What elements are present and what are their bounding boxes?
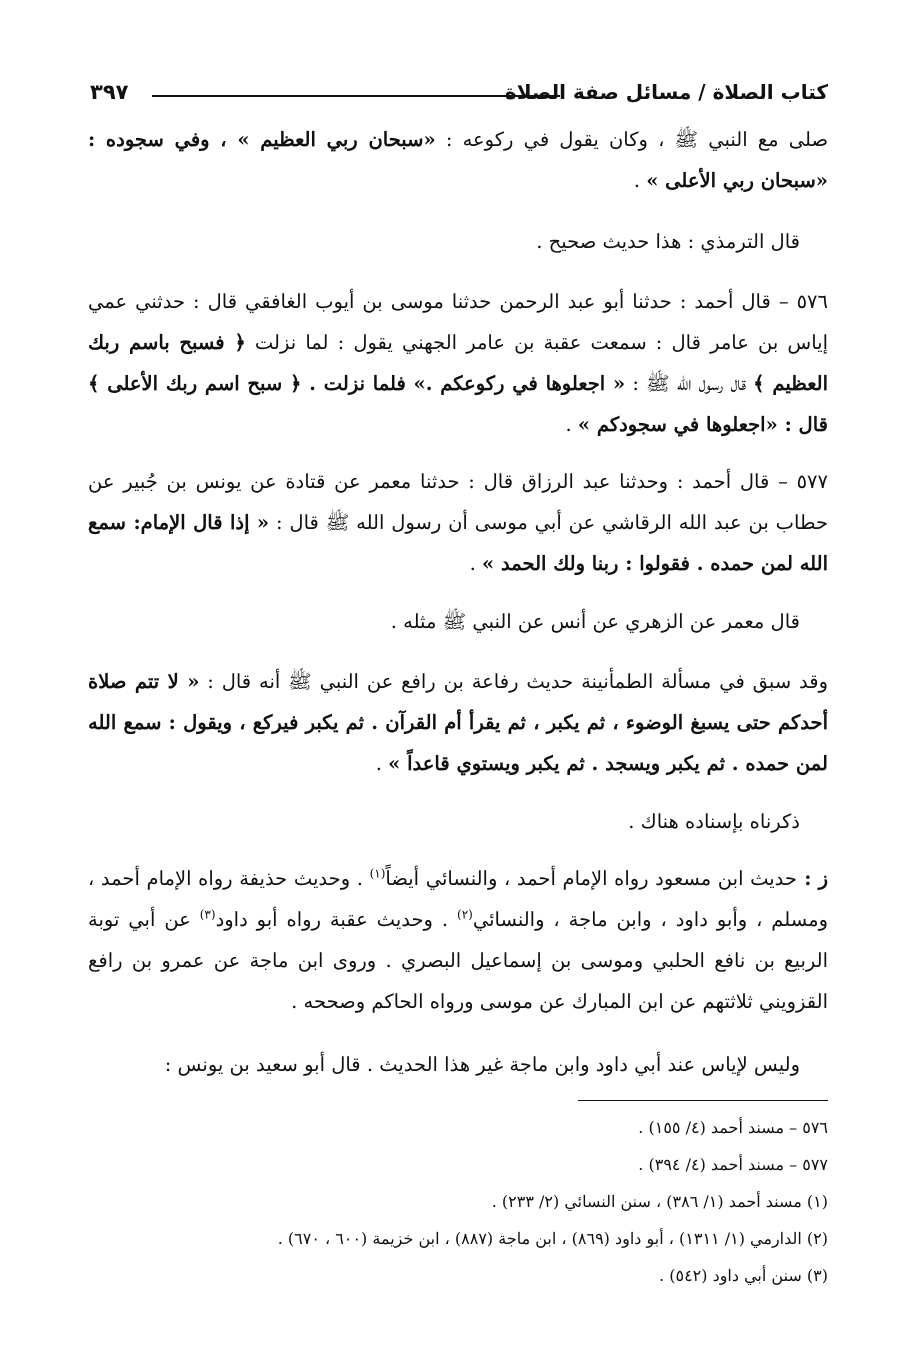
- hadith-quote: «سبحان ربي العظيم » ، وفي سجوده : «سبحان ربي الأعلى »: [88, 128, 828, 192]
- text-run: .: [565, 413, 578, 436]
- paragraph-hadith-576: [88, 281, 828, 445]
- zawaid-marker: ز :: [796, 867, 829, 890]
- paragraph-9: [88, 1044, 828, 1085]
- paragraph-hadith-577: [88, 461, 828, 584]
- paragraph-zawaid: [88, 858, 828, 1022]
- text-run: وليس لإياس عند أبي داود وابن ماجة غير هذا الحديث . قال أبو سعيد بن يونس :: [164, 1053, 800, 1076]
- footnote-ref: (٣): [199, 907, 216, 922]
- paragraph-6: [88, 661, 828, 784]
- paragraph-7: [88, 801, 828, 842]
- text-run: قال الترمذي : هذا حديث صحيح .: [536, 230, 800, 253]
- text-run: قال معمر عن الزهري عن أنس عن النبي ﷺ مثله .: [390, 610, 800, 633]
- text-run: عن أبي توبة الربيع بن نافع الحلبي وموسى بن إسماعيل البصري . وروى ابن ماجة عن عمرو بن رافع القزويني ثلاثتهم عن ابن المبارك عن موسى ورواه الحاكم وصححه .: [88, 908, 828, 1013]
- hadith-quote: « اجعلوها في ركوعكم .» فلما نزلت . ﴿ سبح اسم ربك الأعلى ﴾ قال : «اجعلوها في سجودكم »: [88, 372, 828, 436]
- paragraph-2: [88, 221, 828, 262]
- text-run: ذكرناه بإسناده هناك .: [628, 810, 800, 833]
- footnote-ref: (٢): [457, 907, 473, 922]
- footnote-ref: (١): [369, 866, 386, 881]
- text-run: صلى مع النبي ﷺ ، وكان يقول في ركوعه :: [435, 128, 829, 151]
- text-run: . وحديث عقبة رواه أبو داود: [215, 908, 457, 931]
- quran-quote: ﴿ فسبح باسم ربك العظيم ﴾: [88, 331, 828, 395]
- footnote-1: (١) مسند أحمد (١/ ٣٨٦) ، سنن النسائي (٢/ ٢٣٣) .: [491, 1192, 828, 1211]
- hadith-quote: « لا تتم صلاة أحدكم حتى يسبغ الوضوء ، ثم يكبر ، ثم يقرأ أم القرآن . ثم يكبر فيركع ، ويقول : سمع الله لمن حمده . ثم يكبر ويسجد . ثم يكبر ويستوي قاعداً »: [88, 670, 828, 775]
- footnote-3: (٣) سنن أبي داود (٥٤٢) .: [659, 1266, 828, 1285]
- text-run: قال رسول الله ﷺ :: [625, 372, 754, 395]
- footnote-2: (٢) الدارمي (١/ ١٣١١) ، أبو داود (٨٦٩) ، ابن ماجة (٨٨٧) ، ابن خزيمة (٦٠٠ ، ٦٧٠) .: [277, 1229, 828, 1248]
- paragraph-1: [88, 119, 828, 201]
- paragraph-5: [88, 601, 828, 642]
- text-run: .: [633, 169, 647, 192]
- page-number: ٣٩٧: [90, 80, 129, 104]
- text-run: .: [469, 552, 482, 575]
- page-header: [90, 78, 828, 118]
- running-title: كتاب الصلاة / مسائل صفة الصلاة: [504, 80, 828, 104]
- header-rule: [152, 95, 560, 97]
- footnote-separator: [578, 1100, 828, 1101]
- text-run: .: [375, 752, 389, 775]
- text-run: ٥٧٦ – قال أحمد : حدثنا أبو عبد الرحمن حدثنا موسى بن أيوب الغافقي قال : حدثني عمي إياس بن عامر قال : سمعت عقبة بن عامر الجهني يقول : لما نزلت: [88, 290, 828, 354]
- text-run: وقد سبق في مسألة الطمأنينة حديث رفاعة بن رافع عن النبي ﷺ أنه قال :: [199, 670, 828, 693]
- hadith-quote: « إذا قال الإمام: سمع الله لمن حمده . فقولوا : ربنا ولك الحمد »: [88, 511, 828, 575]
- text-run: . وحديث حذيفة رواه الإمام أحمد ، ومسلم ، وأبو داود ، وابن ماجة ، والنسائي: [88, 867, 828, 931]
- footnote-577: ٥٧٧ – مسند أحمد (٤/ ٣٩٤) .: [638, 1155, 828, 1174]
- footnote-576: ٥٧٦ – مسند أحمد (٤/ ١٥٥) .: [638, 1118, 828, 1137]
- text-run: ٥٧٧ – قال أحمد : وحدثنا عبد الرزاق قال : حدثنا معمر عن قتادة عن يونس بن جُبير عن حطاب بن عبد الله الرقاشي عن أبي موسى أن رسول الله ﷺ قال :: [88, 470, 828, 534]
- text-run: حديث ابن مسعود رواه الإمام أحمد ، والنسائي أيضاً: [385, 867, 797, 890]
